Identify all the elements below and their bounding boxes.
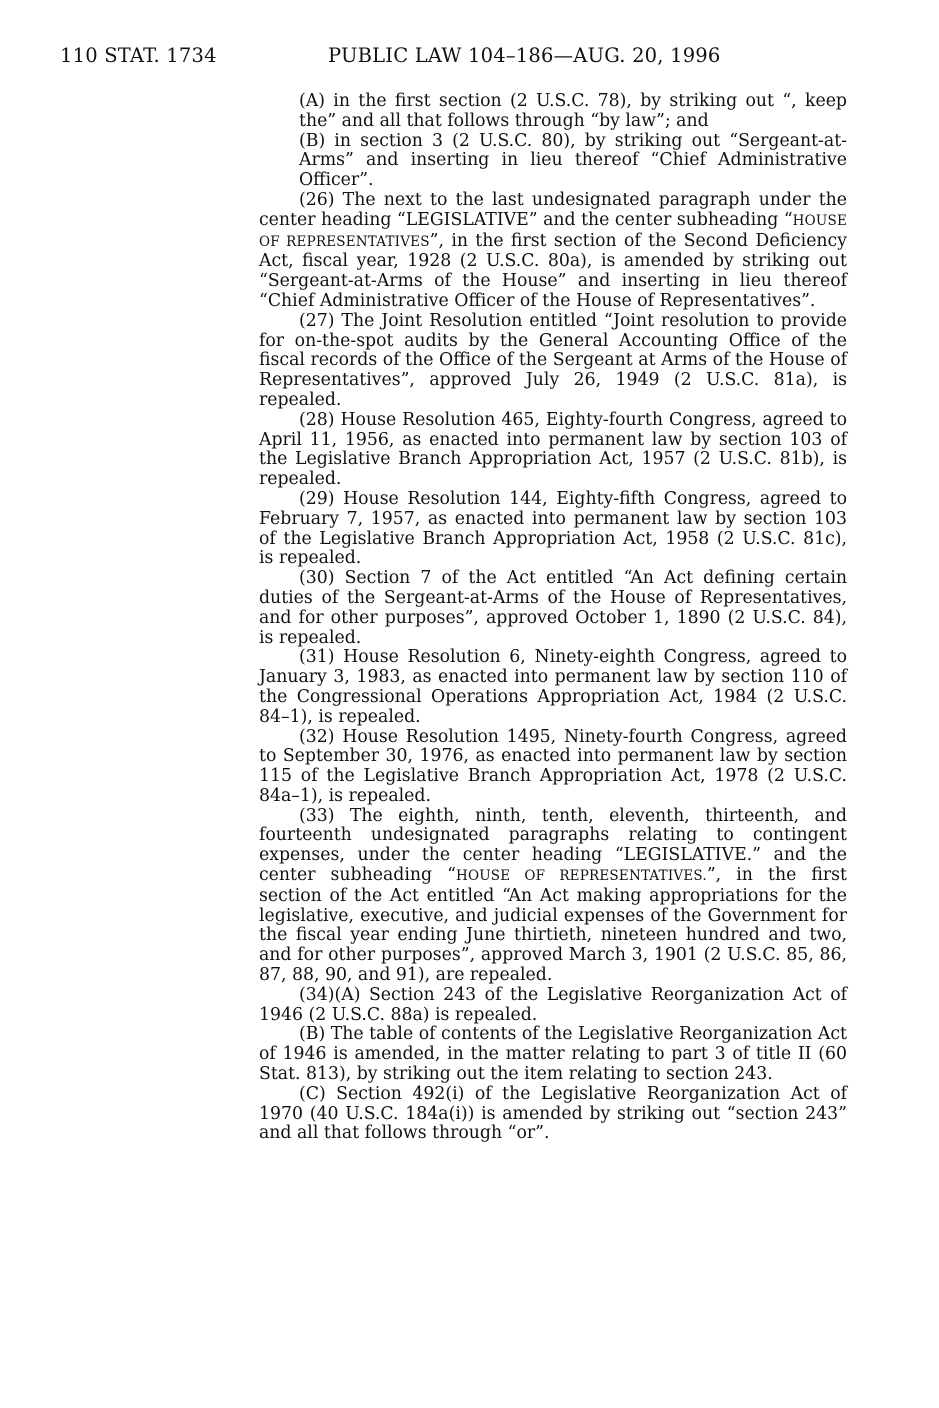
paragraph-34-b: (B) The table of contents of the Legislative Reorganization Act of 1946 is amended, in the matter relating to part 3 of title II (60 Stat. 813), by striking out the item relating to section 243.	[259, 1024, 847, 1085]
paragraph-33	[259, 807, 847, 986]
page-header	[60, 44, 850, 74]
paragraph-33-text-start: (33) The eighth, ninth, tenth, eleventh, thirteenth, and fourteenth undesignated paragraphs relating to contingent expenses, under the center heading “LEGISLATIVE.” and the center subheading “	[259, 805, 847, 886]
document-body	[259, 92, 847, 1144]
statute-page-reference: 110 STAT. 1734	[60, 44, 217, 67]
public-law-title: PUBLIC LAW 104–186—AUG. 20, 1996	[328, 44, 721, 67]
paragraph-34-c: (C) Section 492(i) of the Legislative Reorganization Act of 1970 (40 U.S.C. 184a(i)) is amended by striking out “section 243” and all that follows through “or”.	[259, 1083, 847, 1144]
paragraph-32: (32) House Resolution 1495, Ninety-fourth Congress, agreed to September 30, 1976, as enacted into permanent law by section 115 of the Legislative Branch Appropriation Act, 1978 (2 U.S.C. 84a–1), is repealed.	[259, 726, 847, 806]
paragraph-30: (30) Section 7 of the Act entitled “An Act defining certain duties of the Sergeant-at-Arms of the House of Representatives, and for other purposes”, approved October 1, 1890 (2 U.S.C. 84), is repealed.	[259, 568, 847, 648]
paragraph-29: (29) House Resolution 144, Eighty-fifth Congress, agreed to February 7, 1957, as enacted into permanent law by section 103 of the Legislative Branch Appropriation Act, 1958 (2 U.S.C. 81c), is repealed.	[259, 488, 847, 569]
paragraph-26-text-end: ”, in the first section of the Second Deficiency Act, fiscal year, 1928 (2 U.S.C. 80a), is amended by striking out “Sergeant-at-Arms of the House” and inserting in lieu thereof “Chief Administrative Officer of the House of Representatives”.	[259, 230, 847, 311]
paragraph-34-a: (34)(A) Section 243 of the Legislative Reorganization Act of 1946 (2 U.S.C. 88a) is repealed.	[259, 984, 847, 1025]
paragraph-33-subheading: HOUSE OF REPRESENTATIVES.	[455, 868, 707, 885]
paragraph-27: (27) The Joint Resolution entitled “Joint resolution to provide for on-the-spot audits by the General Accounting Office of the fiscal records of the Office of the Sergeant at Arms of the House of Representatives”, approved July 26, 1949 (2 U.S.C. 81a), is repealed.	[259, 310, 847, 410]
paragraph-26	[259, 191, 847, 312]
paragraph-28: (28) House Resolution 465, Eighty-fourth Congress, agreed to April 11, 1956, as enacted into permanent law by section 103 of the Legislative Branch Appropriation Act, 1957 (2 U.S.C. 81b), is repealed.	[259, 409, 847, 490]
paragraph-26-text-start: (26) The next to the last undesignated paragraph under the center heading “LEGISLATIVE” and the center subheading “	[259, 189, 847, 230]
paragraph-31: (31) House Resolution 6, Ninety-eighth Congress, agreed to January 3, 1983, as enacted into permanent law by section 110 of the Congressional Operations Appropriation Act, 1984 (2 U.S.C. 84–1), is repealed.	[259, 647, 847, 727]
paragraph-33-text-end: ”, in the first section of the Act entitled “An Act making appropriations for the legislative, executive, and judicial expenses of the Government for the fiscal year ending June thirtieth, nineteen hundred and two, and for other purposes”, approved March 3, 1901 (2 U.S.C. 85, 86, 87, 88, 90, and 91), are repealed.	[259, 865, 847, 986]
paragraph-26-subheading: HOUSE OF REPRESENTATIVES	[259, 212, 847, 250]
paragraph-25-b: (B) in section 3 (2 U.S.C. 80), by striking out “Sergeant-at-Arms” and inserting in lieu thereof “Chief Administrative Officer”.	[299, 130, 847, 191]
paragraph-25-a: (A) in the first section (2 U.S.C. 78), by striking out “, keep the” and all that follows through “by law”; and	[299, 91, 847, 131]
